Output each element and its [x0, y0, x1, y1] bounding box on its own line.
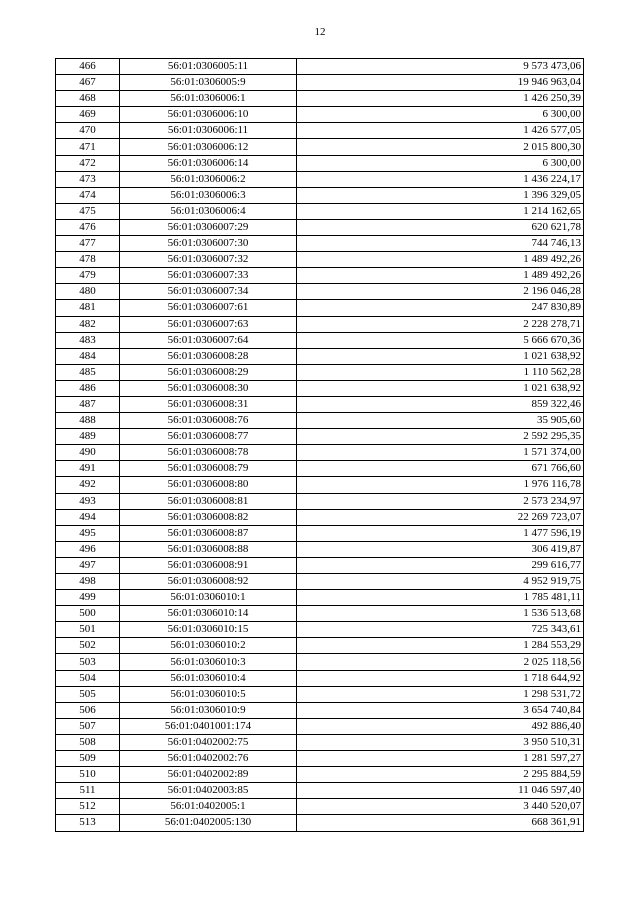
cadastral-number-cell: 56:01:0306006:1 [120, 91, 297, 107]
cadastral-number-cell: 56:01:0306007:63 [120, 316, 297, 332]
cadastral-value-cell: 492 886,40 [297, 718, 584, 734]
row-number-cell: 495 [56, 525, 120, 541]
cadastral-number-cell: 56:01:0306008:30 [120, 380, 297, 396]
row-number-cell: 470 [56, 123, 120, 139]
table-row [56, 493, 584, 509]
cadastral-number-cell: 56:01:0306010:5 [120, 686, 297, 702]
row-number-cell: 485 [56, 364, 120, 380]
row-number-cell: 490 [56, 445, 120, 461]
cadastral-value-table [55, 58, 584, 832]
table-row [56, 718, 584, 734]
row-number-cell: 494 [56, 509, 120, 525]
cadastral-number-cell: 56:01:0306008:76 [120, 413, 297, 429]
table-row [56, 783, 584, 799]
cadastral-number-cell: 56:01:0306008:31 [120, 396, 297, 412]
row-number-cell: 481 [56, 300, 120, 316]
cadastral-value-cell: 3 654 740,84 [297, 702, 584, 718]
table-row [56, 509, 584, 525]
cadastral-value-cell: 2 295 884,59 [297, 767, 584, 783]
cadastral-number-cell: 56:01:0306006:4 [120, 203, 297, 219]
cadastral-value-cell: 5 666 670,36 [297, 332, 584, 348]
table-row [56, 751, 584, 767]
row-number-cell: 480 [56, 284, 120, 300]
row-number-cell: 507 [56, 718, 120, 734]
row-number-cell: 505 [56, 686, 120, 702]
cadastral-number-cell: 56:01:0306005:9 [120, 75, 297, 91]
cadastral-value-cell: 859 322,46 [297, 396, 584, 412]
cadastral-value-cell: 1 489 492,26 [297, 252, 584, 268]
cadastral-value-cell: 1 436 224,17 [297, 171, 584, 187]
cadastral-number-cell: 56:01:0306010:1 [120, 590, 297, 606]
cadastral-number-cell: 56:01:0306007:33 [120, 268, 297, 284]
row-number-cell: 476 [56, 219, 120, 235]
cadastral-number-cell: 56:01:0402002:76 [120, 751, 297, 767]
cadastral-number-cell: 56:01:0402005:1 [120, 799, 297, 815]
cadastral-number-cell: 56:01:0306007:32 [120, 252, 297, 268]
cadastral-value-cell: 2 015 800,30 [297, 139, 584, 155]
cadastral-number-cell: 56:01:0306006:10 [120, 107, 297, 123]
table-row [56, 332, 584, 348]
cadastral-number-cell: 56:01:0402003:85 [120, 783, 297, 799]
row-number-cell: 487 [56, 396, 120, 412]
cadastral-number-cell: 56:01:0306008:77 [120, 429, 297, 445]
cadastral-value-cell: 3 950 510,31 [297, 734, 584, 750]
row-number-cell: 484 [56, 348, 120, 364]
table-row [56, 316, 584, 332]
cadastral-number-cell: 56:01:0306006:2 [120, 171, 297, 187]
row-number-cell: 483 [56, 332, 120, 348]
table-row [56, 525, 584, 541]
row-number-cell: 503 [56, 654, 120, 670]
cadastral-number-cell: 56:01:0401001:174 [120, 718, 297, 734]
table-row [56, 622, 584, 638]
table-row [56, 799, 584, 815]
table-row [56, 445, 584, 461]
cadastral-value-cell: 2 228 278,71 [297, 316, 584, 332]
table-row [56, 702, 584, 718]
row-number-cell: 474 [56, 187, 120, 203]
cadastral-value-cell: 744 746,13 [297, 236, 584, 252]
cadastral-number-cell: 56:01:0306010:14 [120, 606, 297, 622]
table-row [56, 171, 584, 187]
row-number-cell: 468 [56, 91, 120, 107]
row-number-cell: 510 [56, 767, 120, 783]
cadastral-value-cell: 2 573 234,97 [297, 493, 584, 509]
cadastral-number-cell: 56:01:0306008:87 [120, 525, 297, 541]
row-number-cell: 478 [56, 252, 120, 268]
cadastral-number-cell: 56:01:0306010:3 [120, 654, 297, 670]
row-number-cell: 508 [56, 734, 120, 750]
row-number-cell: 512 [56, 799, 120, 815]
cadastral-value-cell: 1 426 577,05 [297, 123, 584, 139]
row-number-cell: 466 [56, 59, 120, 75]
cadastral-value-cell: 1 021 638,92 [297, 380, 584, 396]
row-number-cell: 491 [56, 461, 120, 477]
table-row [56, 123, 584, 139]
table-row [56, 541, 584, 557]
table-row [56, 348, 584, 364]
row-number-cell: 511 [56, 783, 120, 799]
cadastral-number-cell: 56:01:0306008:91 [120, 557, 297, 573]
cadastral-value-cell: 1 536 513,68 [297, 606, 584, 622]
table-row [56, 574, 584, 590]
row-number-cell: 493 [56, 493, 120, 509]
cadastral-value-cell: 1 718 644,92 [297, 670, 584, 686]
cadastral-value-cell: 668 361,91 [297, 815, 584, 831]
cadastral-number-cell: 56:01:0306007:64 [120, 332, 297, 348]
row-number-cell: 502 [56, 638, 120, 654]
cadastral-value-cell: 1 214 162,65 [297, 203, 584, 219]
cadastral-value-cell: 1 110 562,28 [297, 364, 584, 380]
cadastral-value-cell: 1 281 597,27 [297, 751, 584, 767]
table-row [56, 396, 584, 412]
row-number-cell: 467 [56, 75, 120, 91]
cadastral-number-cell: 56:01:0402005:130 [120, 815, 297, 831]
cadastral-number-cell: 56:01:0306010:15 [120, 622, 297, 638]
cadastral-value-cell: 35 905,60 [297, 413, 584, 429]
cadastral-value-cell: 2 196 046,28 [297, 284, 584, 300]
cadastral-number-cell: 56:01:0306010:9 [120, 702, 297, 718]
cadastral-value-cell: 1 489 492,26 [297, 268, 584, 284]
cadastral-number-cell: 56:01:0306008:29 [120, 364, 297, 380]
table-row [56, 767, 584, 783]
cadastral-value-cell: 306 419,87 [297, 541, 584, 557]
cadastral-number-cell: 56:01:0306008:92 [120, 574, 297, 590]
cadastral-number-cell: 56:01:0402002:75 [120, 734, 297, 750]
row-number-cell: 479 [56, 268, 120, 284]
row-number-cell: 489 [56, 429, 120, 445]
table-row [56, 429, 584, 445]
table-row [56, 91, 584, 107]
table-row [56, 284, 584, 300]
row-number-cell: 472 [56, 155, 120, 171]
cadastral-value-cell: 299 616,77 [297, 557, 584, 573]
cadastral-value-cell: 2 592 295,35 [297, 429, 584, 445]
cadastral-value-cell: 2 025 118,56 [297, 654, 584, 670]
table-row [56, 75, 584, 91]
cadastral-value-cell: 1 976 116,78 [297, 477, 584, 493]
table-row [56, 686, 584, 702]
cadastral-number-cell: 56:01:0306006:11 [120, 123, 297, 139]
table-row [56, 187, 584, 203]
row-number-cell: 477 [56, 236, 120, 252]
row-number-cell: 504 [56, 670, 120, 686]
cadastral-number-cell: 56:01:0306006:12 [120, 139, 297, 155]
table-row [56, 252, 584, 268]
cadastral-number-cell: 56:01:0306008:80 [120, 477, 297, 493]
cadastral-number-cell: 56:01:0306008:82 [120, 509, 297, 525]
row-number-cell: 499 [56, 590, 120, 606]
cadastral-number-cell: 56:01:0306008:79 [120, 461, 297, 477]
row-number-cell: 473 [56, 171, 120, 187]
table-row [56, 203, 584, 219]
cadastral-value-cell: 1 426 250,39 [297, 91, 584, 107]
table-row [56, 380, 584, 396]
table-row [56, 236, 584, 252]
cadastral-value-cell: 9 573 473,06 [297, 59, 584, 75]
cadastral-value-cell: 1 477 596,19 [297, 525, 584, 541]
cadastral-value-cell: 1 284 553,29 [297, 638, 584, 654]
cadastral-value-cell: 22 269 723,07 [297, 509, 584, 525]
cadastral-number-cell: 56:01:0306007:61 [120, 300, 297, 316]
row-number-cell: 497 [56, 557, 120, 573]
row-number-cell: 500 [56, 606, 120, 622]
cadastral-number-cell: 56:01:0306006:3 [120, 187, 297, 203]
row-number-cell: 471 [56, 139, 120, 155]
cadastral-value-cell: 6 300,00 [297, 107, 584, 123]
row-number-cell: 492 [56, 477, 120, 493]
cadastral-value-cell: 4 952 919,75 [297, 574, 584, 590]
cadastral-number-cell: 56:01:0306006:14 [120, 155, 297, 171]
row-number-cell: 488 [56, 413, 120, 429]
page-number: 12 [314, 26, 326, 38]
table-row [56, 107, 584, 123]
row-number-cell: 498 [56, 574, 120, 590]
cadastral-number-cell: 56:01:0306008:88 [120, 541, 297, 557]
table-row [56, 606, 584, 622]
cadastral-value-cell: 671 766,60 [297, 461, 584, 477]
cadastral-number-cell: 56:01:0306008:28 [120, 348, 297, 364]
row-number-cell: 513 [56, 815, 120, 831]
table-row [56, 461, 584, 477]
row-number-cell: 501 [56, 622, 120, 638]
cadastral-value-cell: 1 298 531,72 [297, 686, 584, 702]
cadastral-value-cell: 1 021 638,92 [297, 348, 584, 364]
table-body [56, 59, 584, 832]
cadastral-number-cell: 56:01:0306005:11 [120, 59, 297, 75]
cadastral-number-cell: 56:01:0402002:89 [120, 767, 297, 783]
row-number-cell: 506 [56, 702, 120, 718]
table-row [56, 590, 584, 606]
cadastral-value-cell: 620 621,78 [297, 219, 584, 235]
cadastral-value-cell: 6 300,00 [297, 155, 584, 171]
cadastral-number-cell: 56:01:0306008:78 [120, 445, 297, 461]
table-row [56, 219, 584, 235]
table-row [56, 59, 584, 75]
row-number-cell: 482 [56, 316, 120, 332]
cadastral-number-cell: 56:01:0306007:34 [120, 284, 297, 300]
cadastral-value-cell: 11 046 597,40 [297, 783, 584, 799]
cadastral-value-cell: 247 830,89 [297, 300, 584, 316]
table-row [56, 139, 584, 155]
cadastral-value-cell: 1 785 481,11 [297, 590, 584, 606]
cadastral-number-cell: 56:01:0306010:2 [120, 638, 297, 654]
cadastral-number-cell: 56:01:0306008:81 [120, 493, 297, 509]
table-row [56, 364, 584, 380]
table-row [56, 413, 584, 429]
table-row [56, 300, 584, 316]
row-number-cell: 509 [56, 751, 120, 767]
cadastral-number-cell: 56:01:0306007:29 [120, 219, 297, 235]
table-row [56, 734, 584, 750]
table-row [56, 557, 584, 573]
cadastral-value-cell: 19 946 963,04 [297, 75, 584, 91]
cadastral-value-cell: 725 343,61 [297, 622, 584, 638]
table-row [56, 815, 584, 831]
cadastral-value-cell: 1 571 374,00 [297, 445, 584, 461]
cadastral-number-cell: 56:01:0306010:4 [120, 670, 297, 686]
cadastral-value-cell: 3 440 520,07 [297, 799, 584, 815]
row-number-cell: 475 [56, 203, 120, 219]
table-row [56, 654, 584, 670]
row-number-cell: 496 [56, 541, 120, 557]
table-row [56, 670, 584, 686]
table-row [56, 155, 584, 171]
table-row [56, 638, 584, 654]
table-row [56, 477, 584, 493]
table-row [56, 268, 584, 284]
cadastral-value-cell: 1 396 329,05 [297, 187, 584, 203]
row-number-cell: 486 [56, 380, 120, 396]
cadastral-number-cell: 56:01:0306007:30 [120, 236, 297, 252]
row-number-cell: 469 [56, 107, 120, 123]
